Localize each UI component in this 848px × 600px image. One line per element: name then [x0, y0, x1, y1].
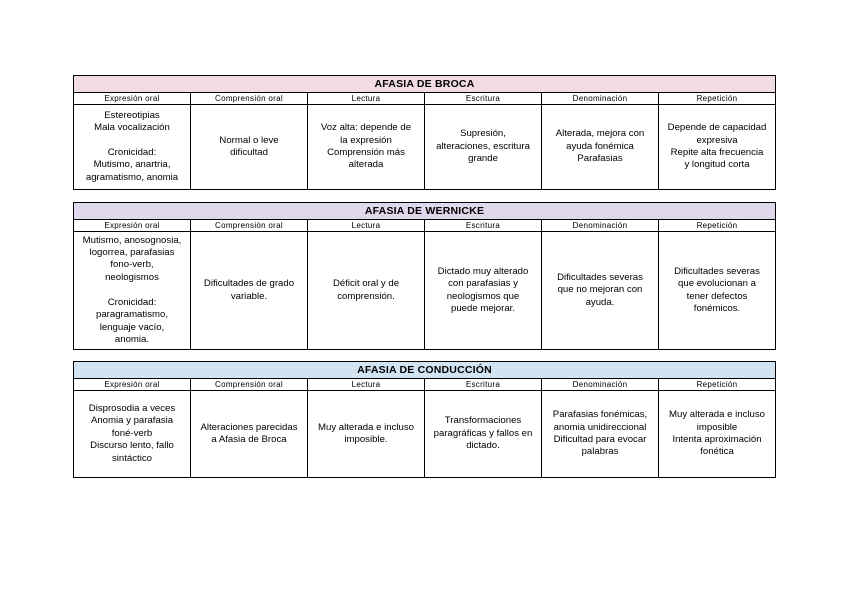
table-cell: Parafasias fonémicas, anomia unidireccional Dificultad para evocar palabras	[542, 391, 659, 478]
broca-table	[73, 75, 776, 190]
column-header: Comprensión oral	[191, 93, 308, 105]
column-header: Comprensión oral	[191, 220, 308, 232]
table-cell: Muy alterada e incluso imposible.	[308, 391, 425, 478]
column-header: Expresión oral	[74, 93, 191, 105]
wernicke-table	[73, 202, 776, 350]
column-header: Denominación	[542, 379, 659, 391]
table-row	[74, 391, 776, 478]
table-cell: Dificultades de grado variable.	[191, 232, 308, 350]
table-cell: Voz alta: depende de la expresión Comprensión más alterada	[308, 105, 425, 190]
table-cell: Supresión, alteraciones, escritura grande	[425, 105, 542, 190]
table-cell: Dificultades severas que no mejoran con ayuda.	[542, 232, 659, 350]
table-cell: Alterada, mejora con ayuda fonémica Parafasias	[542, 105, 659, 190]
column-header: Repetición	[659, 379, 776, 391]
table-title: AFASIA DE BROCA	[74, 76, 776, 93]
table-cell: Transformaciones paragráficas y fallos en dictado.	[425, 391, 542, 478]
table-cell: Mutismo, anosognosia, logorrea, parafasias fono-verb, neologismos Cronicidad: paragramatismo, lenguaje vacío, anomia.	[74, 232, 191, 350]
table-cell: Depende de capacidad expresiva Repite alta frecuencia y longitud corta	[659, 105, 776, 190]
column-header: Repetición	[659, 220, 776, 232]
column-header: Lectura	[308, 93, 425, 105]
column-header: Escritura	[425, 93, 542, 105]
table-cell: Muy alterada e incluso imposible Intenta aproximación fonética	[659, 391, 776, 478]
table-cell: Normal o leve dificultad	[191, 105, 308, 190]
column-header: Comprensión oral	[191, 379, 308, 391]
column-header: Expresión oral	[74, 220, 191, 232]
table-cell: Alteraciones parecidas a Afasia de Broca	[191, 391, 308, 478]
column-header: Denominación	[542, 93, 659, 105]
table-cell: Estereotipias Mala vocalización Cronicidad: Mutismo, anartria, agramatismo, anomia	[74, 105, 191, 190]
column-header: Denominación	[542, 220, 659, 232]
column-header: Expresión oral	[74, 379, 191, 391]
table-cell: Dificultades severas que evolucionan a tener defectos fonémicos.	[659, 232, 776, 350]
conduccion-table	[73, 361, 776, 478]
column-header: Escritura	[425, 379, 542, 391]
table-row	[74, 232, 776, 350]
column-header: Repetición	[659, 93, 776, 105]
table-row	[74, 105, 776, 190]
table-cell: Déficit oral y de comprensión.	[308, 232, 425, 350]
column-header: Escritura	[425, 220, 542, 232]
table-title: AFASIA DE CONDUCCIÓN	[74, 362, 776, 379]
column-header: Lectura	[308, 379, 425, 391]
table-cell: Disprosodia a veces Anomia y parafasia foné-verb Discurso lento, fallo sintáctico	[74, 391, 191, 478]
column-header: Lectura	[308, 220, 425, 232]
table-cell: Dictado muy alterado con parafasias y neologismos que puede mejorar.	[425, 232, 542, 350]
table-title: AFASIA DE WERNICKE	[74, 203, 776, 220]
